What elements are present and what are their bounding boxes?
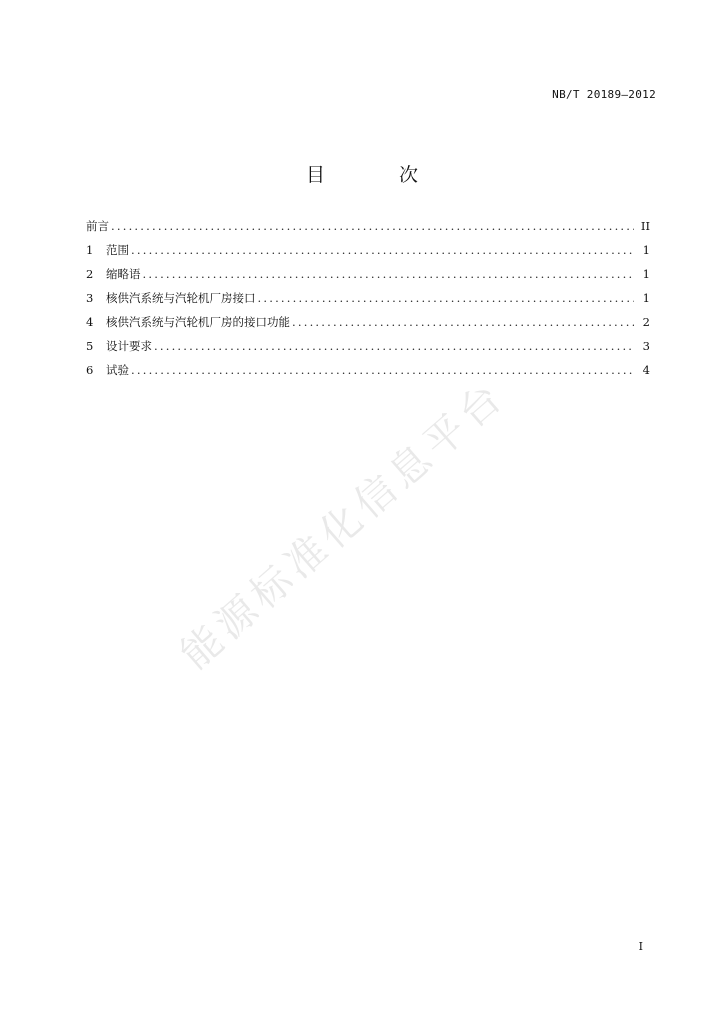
toc-leader-dots	[154, 339, 634, 353]
toc-entry-page: II	[640, 219, 650, 233]
toc-entry-number: 6	[86, 363, 94, 377]
toc-leader-dots	[131, 243, 634, 257]
toc-leader-dots	[111, 219, 634, 233]
toc-leader-dots	[258, 291, 635, 305]
toc-title: 目 次	[305, 164, 453, 186]
toc-entry-scope[interactable]	[86, 242, 650, 266]
toc-entry-label: 范围	[106, 243, 129, 257]
toc-entry-number: 5	[86, 339, 94, 353]
document-code: NB/T 20189—2012	[552, 88, 656, 101]
toc-entry-page: 3	[642, 339, 650, 353]
toc-entry-number: 2	[86, 267, 94, 281]
toc-entry-label: 核供汽系统与汽轮机厂房接口	[106, 291, 256, 305]
toc-entry-foreword[interactable]	[86, 218, 650, 242]
toc-leader-dots	[292, 315, 634, 329]
toc-entry-label: 缩略语	[106, 267, 141, 281]
toc-entry-abbreviations[interactable]	[86, 266, 650, 290]
toc-entry-label: 前言	[86, 219, 109, 233]
toc-entry-page: 2	[642, 315, 650, 329]
watermark-text: 能源标准化信息平台	[172, 372, 515, 679]
toc-entry-interface-functions[interactable]	[86, 314, 650, 338]
toc-leader-dots	[143, 267, 635, 281]
toc-entry-page: 1	[642, 267, 650, 281]
toc-entry-label: 设计要求	[106, 339, 152, 353]
toc-entry-number: 4	[86, 315, 94, 329]
toc-entry-page: 1	[642, 243, 650, 257]
toc-entry-tests[interactable]	[86, 362, 650, 386]
toc-entry-number: 3	[86, 291, 94, 305]
toc-entry-number: 1	[86, 243, 94, 257]
toc-entry-label: 核供汽系统与汽轮机厂房的接口功能	[106, 315, 290, 329]
page-number: I	[638, 940, 643, 953]
toc-entry-page: 4	[642, 363, 650, 377]
toc-entry-page: 1	[642, 291, 650, 305]
table-of-contents	[86, 218, 650, 386]
toc-leader-dots	[131, 363, 634, 377]
toc-entry-label: 试验	[106, 363, 129, 377]
toc-entry-design-requirements[interactable]	[86, 338, 650, 362]
toc-entry-interface[interactable]	[86, 290, 650, 314]
